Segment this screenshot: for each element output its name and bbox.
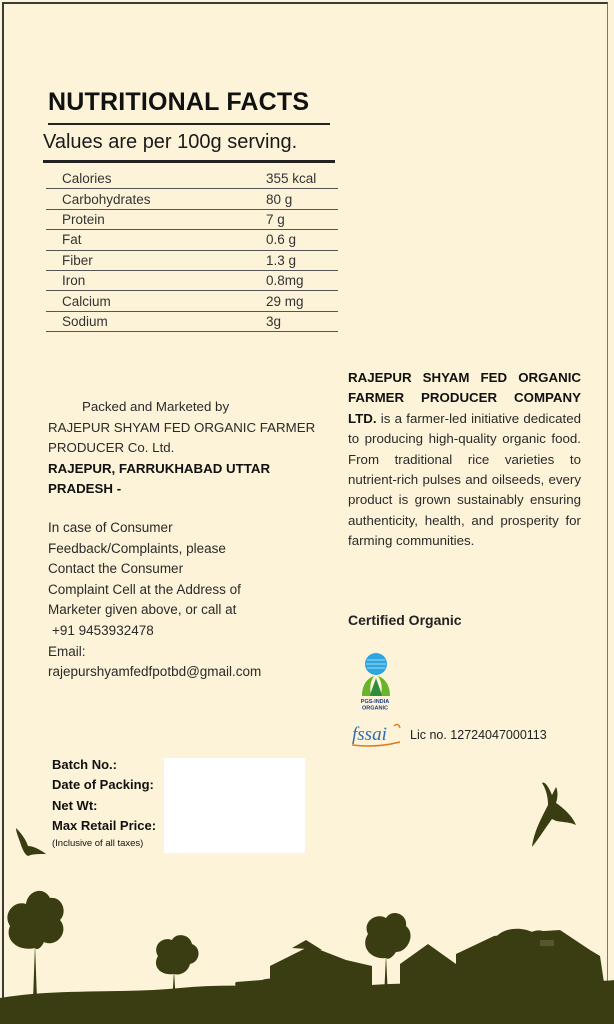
pgs-india-organic-logo bbox=[352, 652, 398, 712]
nutrient-label: Sodium bbox=[46, 311, 266, 331]
email-label: Email: bbox=[48, 643, 86, 659]
bird-silhouette bbox=[14, 826, 48, 860]
complaint-line: Contact the Consumer bbox=[48, 561, 184, 577]
complaint-line: Marketer given above, or call at bbox=[48, 602, 237, 618]
certified-organic-label: Certified Organic bbox=[348, 612, 462, 628]
nutrition-table bbox=[46, 169, 338, 332]
mrp-note: (Inclusive of all taxes) bbox=[52, 838, 144, 850]
packed-by-label: Packed and Marketed by bbox=[82, 399, 230, 414]
nutrition-subtitle: Values are per 100g serving. bbox=[43, 131, 335, 163]
packer-address-line2: PRADESH - bbox=[48, 481, 122, 496]
table-row bbox=[46, 209, 338, 229]
nutrient-value: 1.3 g bbox=[266, 250, 338, 270]
rural-landscape-silhouette bbox=[0, 870, 614, 1024]
complaint-line: Complaint Cell at the Address of bbox=[48, 581, 241, 597]
company-description: is a farmer-led initiative dedicated to producing high-quality organic food. From traditional rice varieties to nutrient-rich pulses and oilseeds, every product is grown sustainably ensuring authenticity, health, and prosperity for farming communities. bbox=[348, 410, 581, 549]
nutrient-label: Calories bbox=[46, 169, 266, 189]
nutrition-title: NUTRITIONAL FACTS bbox=[48, 88, 330, 125]
batch-details-box bbox=[164, 758, 305, 853]
table-row bbox=[46, 189, 338, 209]
nutrient-label: Carbohydrates bbox=[46, 189, 266, 209]
packing-date-label: Date of Packing: bbox=[52, 777, 154, 793]
nutrient-value: 0.8mg bbox=[266, 270, 338, 290]
packer-info bbox=[48, 397, 318, 500]
pgs-logo-text-line2: ORGANIC bbox=[362, 705, 388, 712]
packer-name-line2: PRODUCER Co. Ltd. bbox=[48, 440, 175, 455]
batch-info bbox=[52, 755, 156, 852]
nutrient-value: 3g bbox=[266, 311, 338, 331]
packer-address-line1: RAJEPUR, FARRUKHABAD UTTAR bbox=[48, 460, 271, 476]
mrp-label: Max Retail Price: bbox=[52, 817, 157, 833]
fssai-wordmark: fssai bbox=[352, 724, 387, 745]
pgs-logo-text-line1: PGS-INDIA bbox=[360, 699, 390, 705]
table-row bbox=[46, 169, 338, 189]
table-row bbox=[46, 250, 338, 270]
complaint-line: Feedback/Complaints, please bbox=[48, 540, 226, 556]
license-number: Lic no. 12724047000113 bbox=[410, 728, 547, 742]
nutrient-label: Fat bbox=[46, 230, 266, 250]
packer-name-line1: RAJEPUR SHYAM FED ORGANIC FARMER bbox=[48, 419, 316, 435]
complaint-info bbox=[48, 518, 318, 683]
table-row bbox=[46, 230, 338, 250]
complaint-line: In case of Consumer bbox=[48, 520, 173, 535]
table-row bbox=[46, 311, 338, 331]
nutrient-label: Iron bbox=[46, 270, 266, 290]
company-about bbox=[348, 368, 581, 552]
eagle-silhouette bbox=[528, 781, 578, 849]
nutrient-value: 80 g bbox=[266, 189, 338, 209]
nutrient-label: Fiber bbox=[46, 250, 266, 270]
table-row bbox=[46, 270, 338, 290]
nutrient-value: 0.6 g bbox=[266, 230, 338, 250]
net-weight-label: Net Wt: bbox=[52, 797, 98, 813]
company-name: RAJEPUR SHYAM FED ORGANIC FARMER PRODUCER COMPANY LTD. bbox=[348, 370, 581, 426]
email-address: rajepurshyamfedfpotbd@gmail.com bbox=[48, 664, 262, 680]
phone-number: +91 9453932478 bbox=[52, 622, 154, 638]
nutrient-value: 29 mg bbox=[266, 291, 338, 311]
nutrient-label: Calcium bbox=[46, 291, 266, 311]
nutrient-value: 7 g bbox=[266, 209, 338, 229]
nutrient-label: Protein bbox=[46, 209, 266, 229]
batch-no-label: Batch No.: bbox=[52, 757, 117, 772]
nutrient-value: 355 kcal bbox=[266, 169, 338, 189]
table-row bbox=[46, 291, 338, 311]
fssai-logo bbox=[350, 720, 404, 750]
